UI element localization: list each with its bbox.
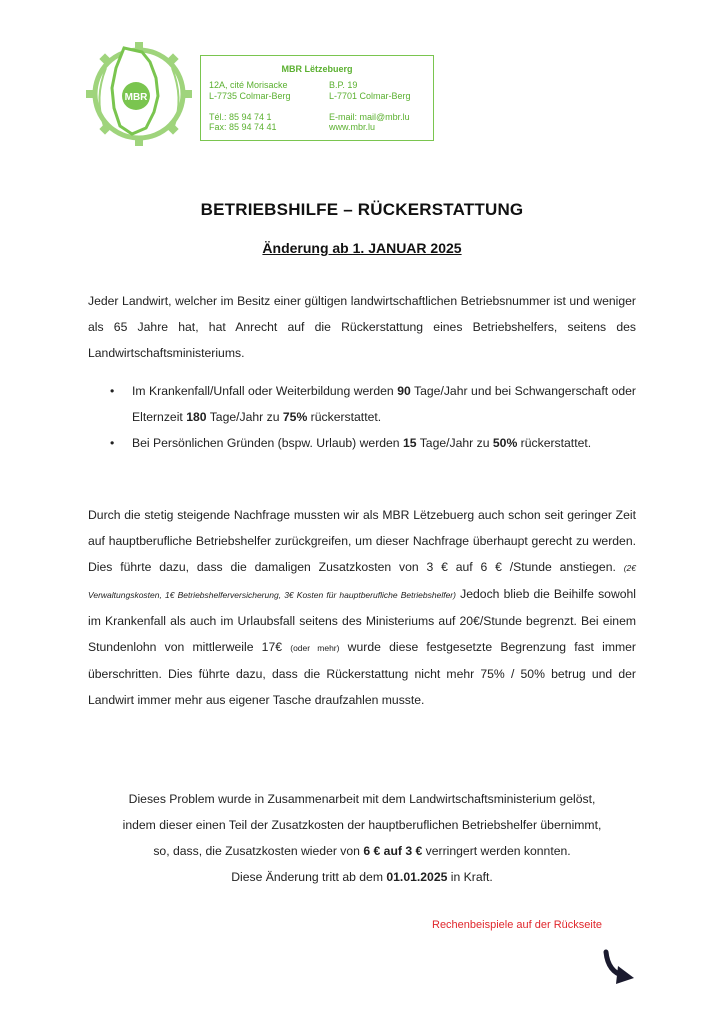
reimbursement-list: [110, 378, 636, 456]
phone: Tél.: 85 94 74 1: [209, 111, 272, 122]
document-subtitle: Änderung ab 1. JANUAR 2025: [262, 240, 462, 256]
text: rückerstattet.: [307, 410, 382, 424]
mbr-logo: [84, 38, 194, 146]
address-line: L-7701 Colmar-Berg: [329, 90, 411, 101]
wage-note: (oder mehr): [290, 643, 340, 653]
text: wurde diese festgesetzte Begrenzung fast immer überschritten. Dies führte dazu, dass die Rückerstattung nicht mehr 75% / 50% betrug und der Landwirt immer mehr aus eigener Tasche draufzahlen musste.: [88, 640, 636, 707]
website-link[interactable]: www.mbr.lu: [329, 122, 376, 132]
cost-breakdown-note: (2€ Verwaltungskosten, 1€ Betriebshelferversicherung, 3€ Kosten für hauptberufliche Betriebshelfer): [88, 563, 636, 600]
days-value: 15: [402, 436, 417, 450]
fax: Fax: 85 94 74 41: [209, 122, 277, 132]
address-line: 12A, cité Morisacke: [209, 80, 288, 90]
list-item: [110, 430, 636, 456]
po-box: B.P. 19: [329, 80, 358, 90]
closing-line: Dieses Problem wurde in Zusammenarbeit mit dem Landwirtschaftsministerium gelöst,: [128, 792, 596, 806]
days-value: 180: [186, 410, 207, 424]
closing-line: indem dieser einen Teil der Zusatzkosten der hauptberuflichen Betriebshelfer übernimmt,: [122, 818, 602, 832]
list-item: [110, 378, 636, 430]
percent-value: 50%: [492, 436, 518, 450]
text: Diese Änderung tritt ab dem: [231, 870, 387, 884]
bullet-icon: •: [110, 436, 115, 450]
back-page-note: Rechenbeispiele auf der Rückseite: [432, 919, 602, 931]
curved-arrow-down-right-icon: [598, 948, 642, 990]
body-paragraph: [88, 502, 636, 713]
text: Tage/Jahr zu: [206, 410, 283, 424]
contact-box: [200, 55, 434, 141]
spacer: [209, 101, 291, 112]
text: Durch die stetig steigende Nachfrage mussten wir als MBR Lëtzebuerg auch schon seit geringer Zeit auf hauptberufliche Betriebshelfer zurückgreifen, um dieser Nachfrage überhaupt gerecht zu werden. Dies führte dazu, dass die damaligen Zusatzkosten von 3 € auf 6 € /Stunde anstiegen.: [88, 508, 636, 574]
spacer: [329, 101, 411, 112]
address-column-right: [329, 80, 411, 133]
text: rückerstattet.: [517, 436, 592, 450]
logo-text: MBR: [124, 92, 148, 103]
effective-date: 01.01.2025: [386, 870, 448, 884]
email-link[interactable]: E-mail: mail@mbr.lu: [329, 111, 410, 122]
address-column-left: [209, 80, 291, 133]
text: verringert werden konnten.: [422, 844, 571, 858]
text: so, dass, die Zusatzkosten wieder von: [153, 844, 364, 858]
text: Im Krankenfall/Unfall oder Weiterbildung werden: [132, 384, 398, 398]
text: in Kraft.: [447, 870, 493, 884]
cost-change: 6 € auf 3 €: [363, 844, 423, 858]
closing-line: [88, 838, 636, 864]
percent-value: 75%: [282, 410, 308, 424]
closing-paragraph: [88, 786, 636, 890]
days-value: 90: [397, 384, 411, 398]
document-title: BETRIEBSHILFE – RÜCKERSTATTUNG: [200, 200, 524, 219]
closing-line: [88, 864, 636, 890]
text: Tage/Jahr und bei Schwangerschaft oder Elternzeit: [132, 384, 636, 424]
intro-paragraph: Jeder Landwirt, welcher im Besitz einer gültigen landwirtschaftlichen Betriebsnummer ist und weniger als 65 Jahre hat, hat Anrecht auf die Rückerstattung eines Betriebshelfers, seitens des Landwirtschaftsministeriums.: [88, 294, 636, 360]
bullet-icon: •: [110, 384, 115, 398]
org-name: MBR Lëtzebuerg: [281, 64, 353, 74]
text: Tage/Jahr zu: [416, 436, 493, 450]
text: Jedoch blieb die Beihilfe sowohl im Krankenfall als auch im Urlaubsfall seitens des Ministeriums auf 20€/Stunde begrenzt. Bei einem Stundenlohn von mittlerweile 17€: [88, 587, 637, 654]
address-line: L-7735 Colmar-Berg: [209, 90, 291, 101]
text: Bei Persönlichen Gründen (bspw. Urlaub) werden: [132, 436, 403, 450]
